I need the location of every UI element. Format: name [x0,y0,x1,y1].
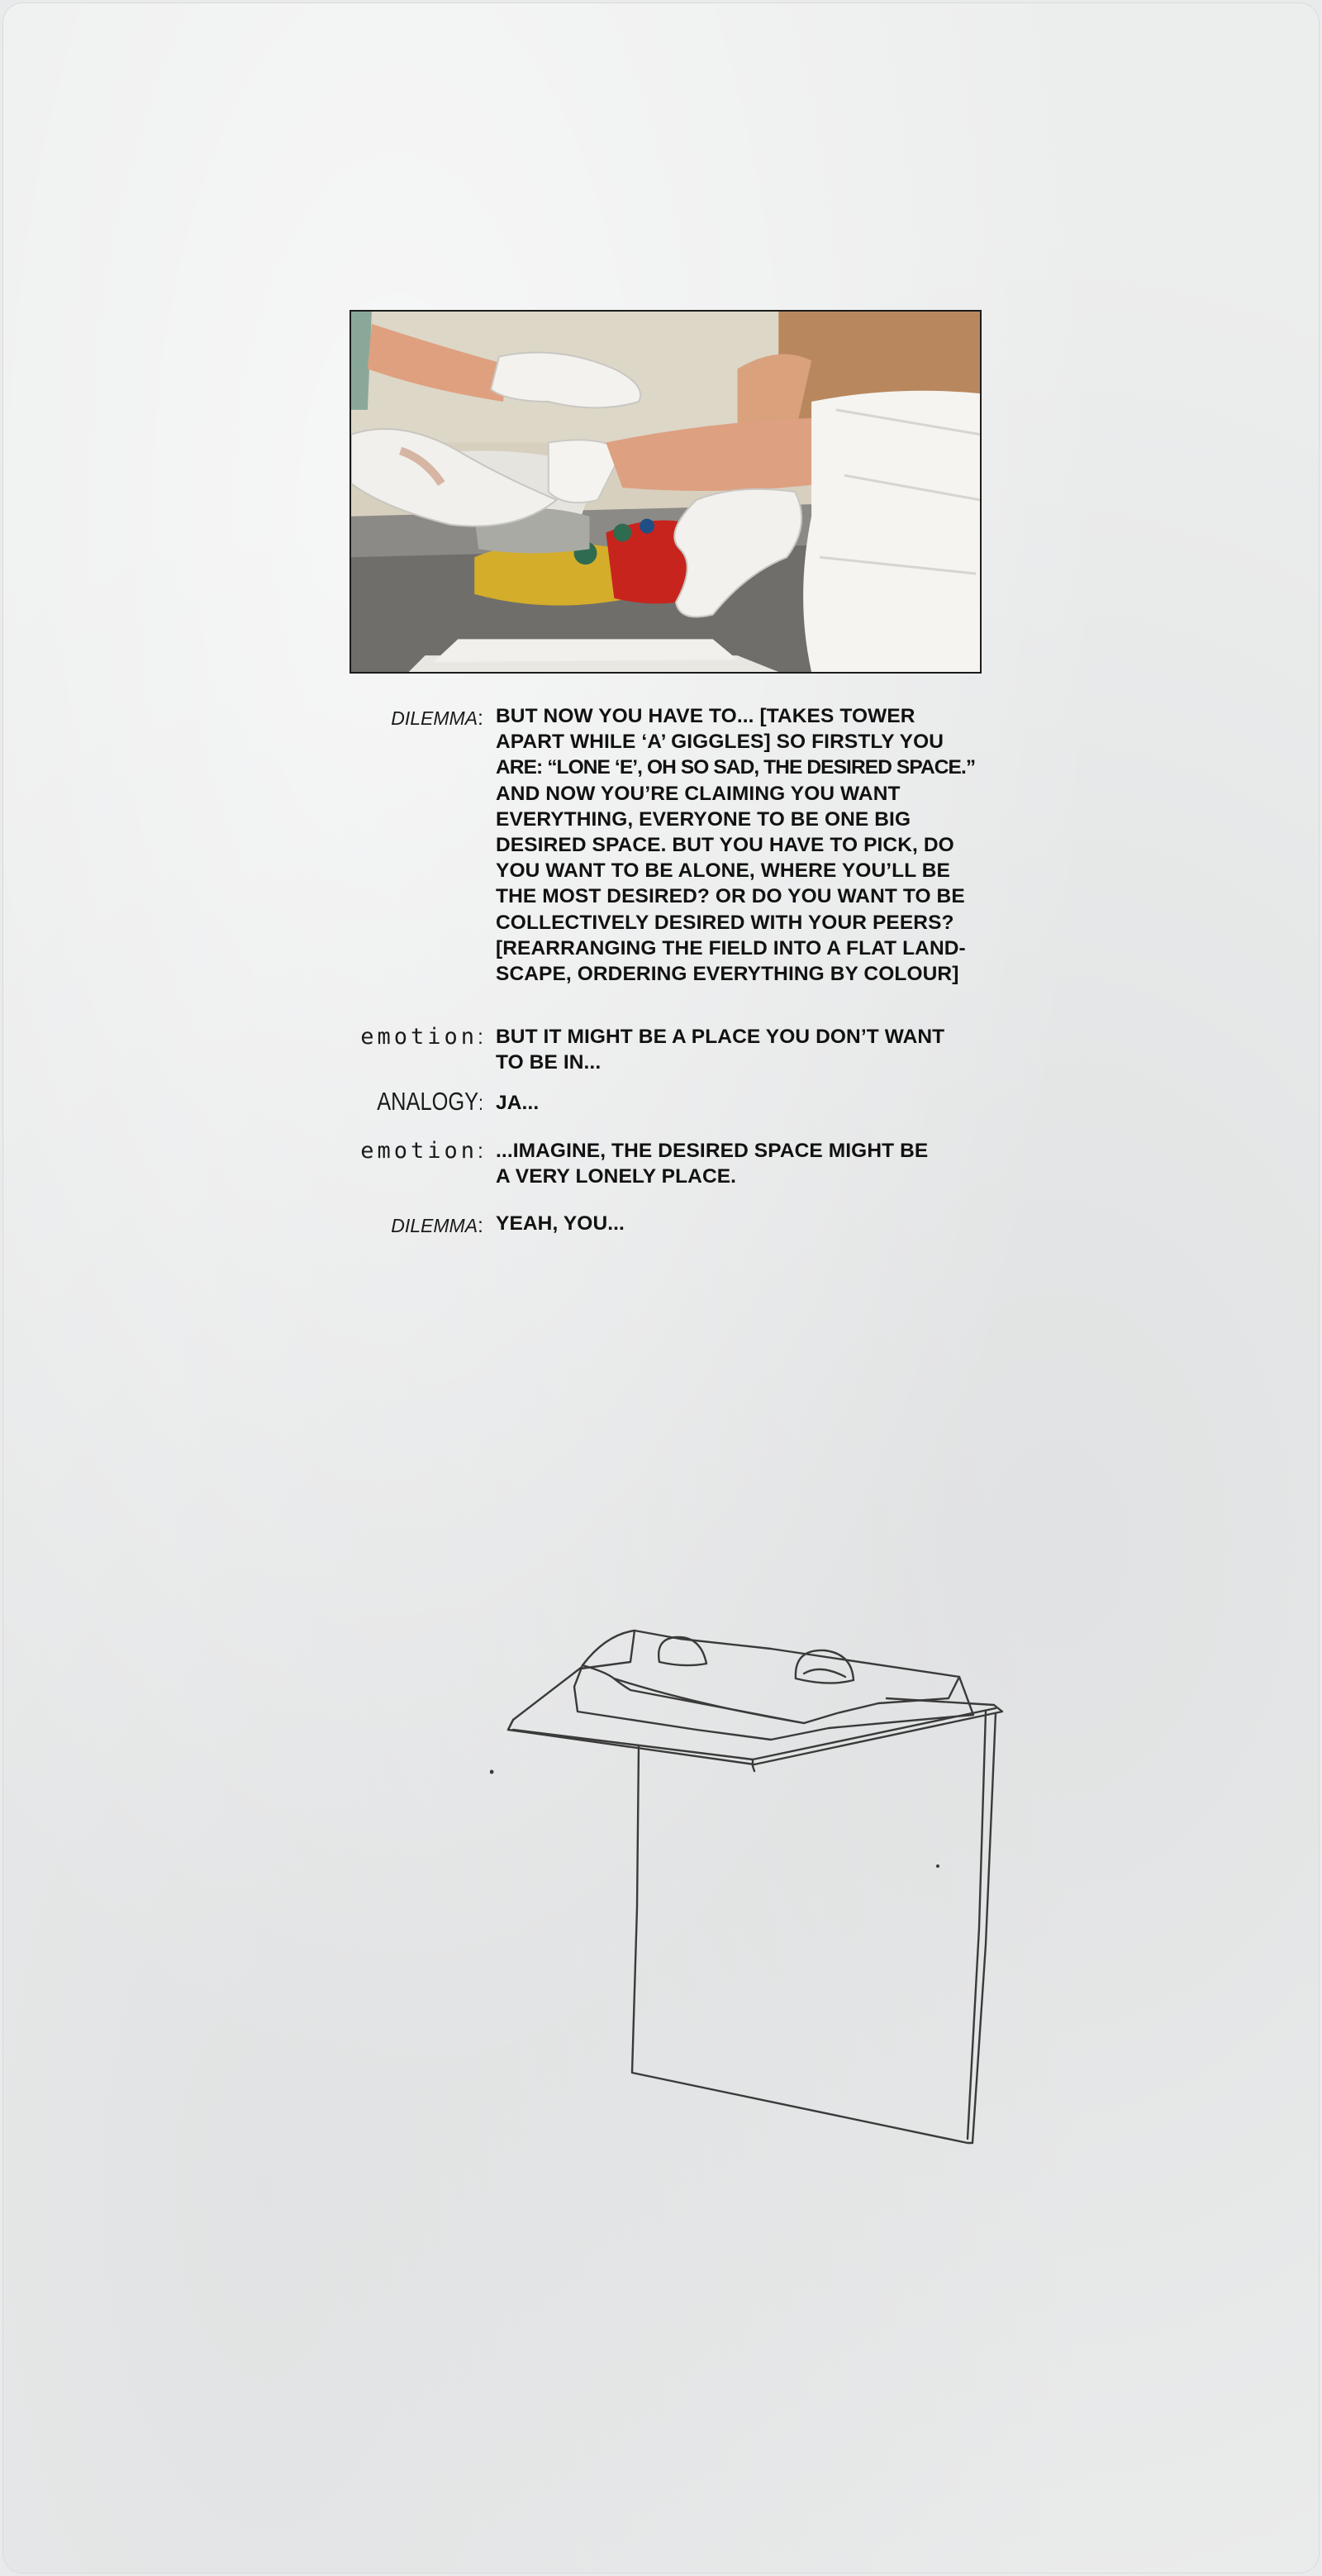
paper-page [2,2,1320,2574]
photo-illustration [351,312,980,672]
speaker-name: ANALOGY: [377,1087,483,1116]
pedestal-drawing [490,1614,1027,2226]
pencil-sketch [490,1614,1027,2226]
speaker-name: DILEMMA: [391,707,483,730]
dialogue-text: JA... [496,1092,540,1114]
dialogue-text: YEAH, YOU... [496,1212,625,1235]
dialogue-text: ...IMAGINE, THE DESIRED SPACE MIGHT BE A VERY LONELY PLACE. [496,1140,929,1188]
speaker-name: emotion: [360,1138,483,1164]
dialogue-text: BUT NOW YOU HAVE TO... [TAKES TOWER APART WHILE ‘A’ GIGGLES] SO FIRSTLY YOU ARE: “LONE ‘E’, OH SO SAD, THE DESIRED SPACE.” AND NOW YOU’RE CLAIMING YOU WANT EVERYTHING, EVERYONE TO BE ONE BIG DESIRED SPACE. BUT YOU HAVE TO PICK, DO YOU WANT TO BE ALONE, WHERE YOU’LL BE THE MOST DESIRED? OR DO YOU WANT TO BE COLLECTIVELY DESIRED WITH YOUR PEERS? [REARRANGING THE FIELD INTO A FLAT LAND- SCAPE, ORDERING EVERYTHING BY COLOUR] [496,705,976,986]
speaker-name: DILEMMA: [391,1214,483,1237]
dialogue-text: BUT IT MIGHT BE A PLACE YOU DON’T WANT TO BE IN... [496,1026,945,1074]
performance-photo [350,310,982,674]
speaker-name: emotion: [360,1024,483,1050]
